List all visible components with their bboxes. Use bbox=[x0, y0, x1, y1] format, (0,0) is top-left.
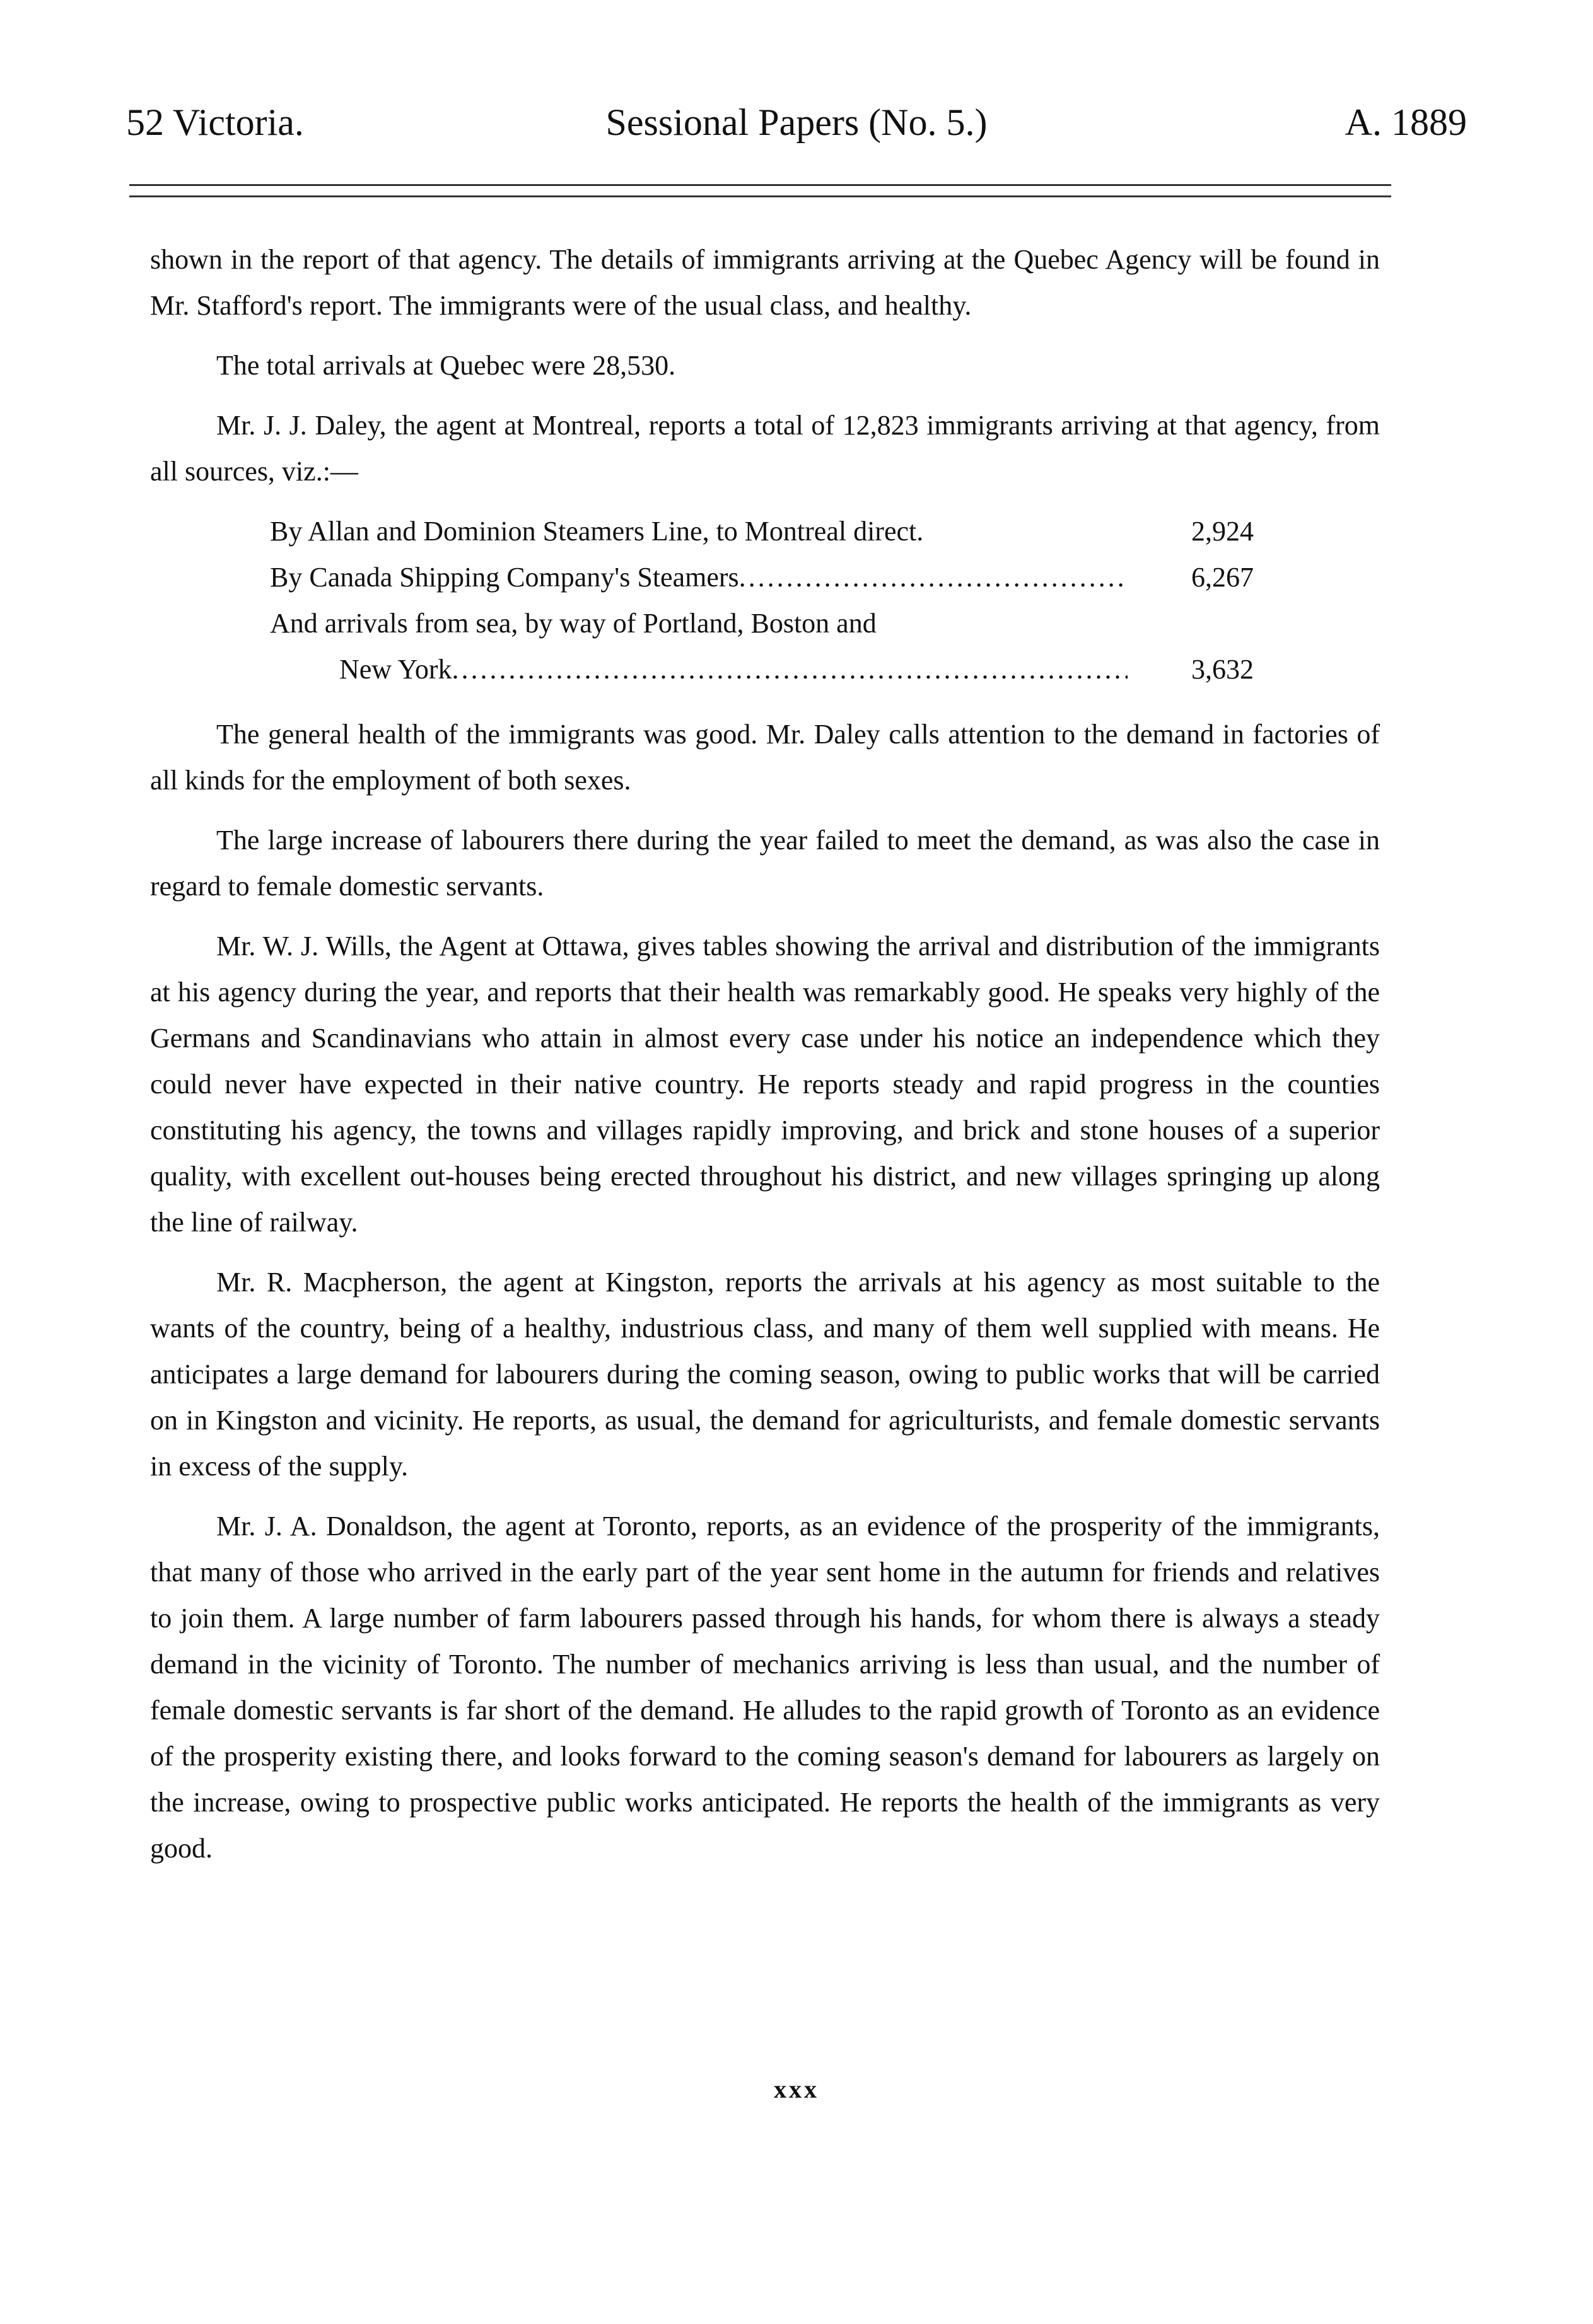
page-signature-mark: xxx bbox=[774, 2075, 819, 2103]
dot-leader bbox=[739, 554, 1128, 600]
paragraph-montreal-demand: The large increase of labourers there during the year failed to meet the demand, as was also the case in regard to female domestic servants. bbox=[150, 825, 1380, 902]
running-header bbox=[126, 101, 1467, 158]
arrivals-row-label: New York bbox=[339, 654, 452, 685]
arrivals-row-label: And arrivals from sea, by way of Portland, Boston and bbox=[270, 608, 877, 639]
arrivals-row bbox=[270, 554, 1254, 600]
document-body bbox=[150, 236, 1380, 1885]
arrivals-row-value: 3,632 bbox=[1191, 654, 1254, 685]
arrivals-row-value: 2,924 bbox=[1191, 516, 1254, 547]
paragraph-montreal-health: The general health of the immigrants was good. Mr. Daley calls attention to the demand in factories of all kinds for the employment of both sexes. bbox=[150, 719, 1380, 796]
paragraph-continuation: shown in the report of that agency. The details of immigrants arriving at the Quebec Agency will be found in Mr. Stafford's report. The immigrants were of the usual class, and healthy. bbox=[150, 244, 1380, 321]
montreal-arrivals-table bbox=[150, 508, 1254, 692]
dot-leader bbox=[452, 646, 1128, 692]
header-rule-top bbox=[129, 184, 1391, 186]
paragraph-kingston: Mr. R. Macpherson, the agent at Kingston, reports the arrivals at his agency as most suitable to the wants of the country, being of a healthy, industrious class, and many of them well supplied with means. He anticipates a large demand for labourers during the coming season, owing to public works that will be carried on in Kingston and vicinity. He reports, as usual, the demand for agriculturists, and female domestic servants in excess of the supply. bbox=[150, 1267, 1380, 1482]
arrivals-row-label: By Canada Shipping Company's Steamers bbox=[270, 562, 739, 593]
paragraph-montreal-intro: Mr. J. J. Daley, the agent at Montreal, reports a total of 12,823 immigrants arriving at that agency, from all sources, viz.:— bbox=[150, 410, 1380, 487]
header-rule-bottom bbox=[129, 195, 1391, 197]
arrivals-row bbox=[270, 646, 1254, 692]
paragraph-toronto: Mr. J. A. Donaldson, the agent at Toronto, reports, as an evidence of the prosperity of the immigrants, that many of those who arrived in the early part of the year sent home in the autumn for friends and relatives to join them. A large number of farm labourers passed through his hands, for whom there is always a steady demand in the vicinity of Toronto. The number of mechanics arriving is less than usual, and the number of female domestic servants is far short of the demand. He alludes to the rapid growth of Toronto as an evidence of the prosperity existing there, and looks forward to the coming season's demand for labourers as largely on the increase, owing to prospective public works anticipated. He reports the health of the immigrants as very good. bbox=[150, 1511, 1380, 1864]
arrivals-row-label: By Allan and Dominion Steamers Line, to Montreal direct. bbox=[270, 516, 924, 547]
paragraph-ottawa: Mr. W. J. Wills, the Agent at Ottawa, gives tables showing the arrival and distribution of the immigrants at his agency during the year, and reports that their health was remarkably good. He speaks very highly of the Germans and Scandinavians who attain in almost every case under his notice an independence which they could never have expected in their native country. He reports steady and rapid progress in the counties constituting his agency, the towns and villages rapidly improving, and brick and stone houses of a superior quality, with excellent out-houses being erected throughout his district, and new villages springing up along the line of railway. bbox=[150, 931, 1380, 1238]
paragraph-quebec-total: The total arrivals at Quebec were 28,530. bbox=[216, 350, 676, 381]
header-publication: Sessional Papers (No. 5.) bbox=[605, 102, 988, 143]
header-session: 52 Victoria. bbox=[126, 102, 304, 143]
arrivals-row bbox=[270, 600, 1254, 646]
arrivals-row bbox=[270, 508, 1254, 554]
header-year: A. 1889 bbox=[1345, 102, 1467, 143]
arrivals-row-value: 6,267 bbox=[1191, 562, 1254, 593]
